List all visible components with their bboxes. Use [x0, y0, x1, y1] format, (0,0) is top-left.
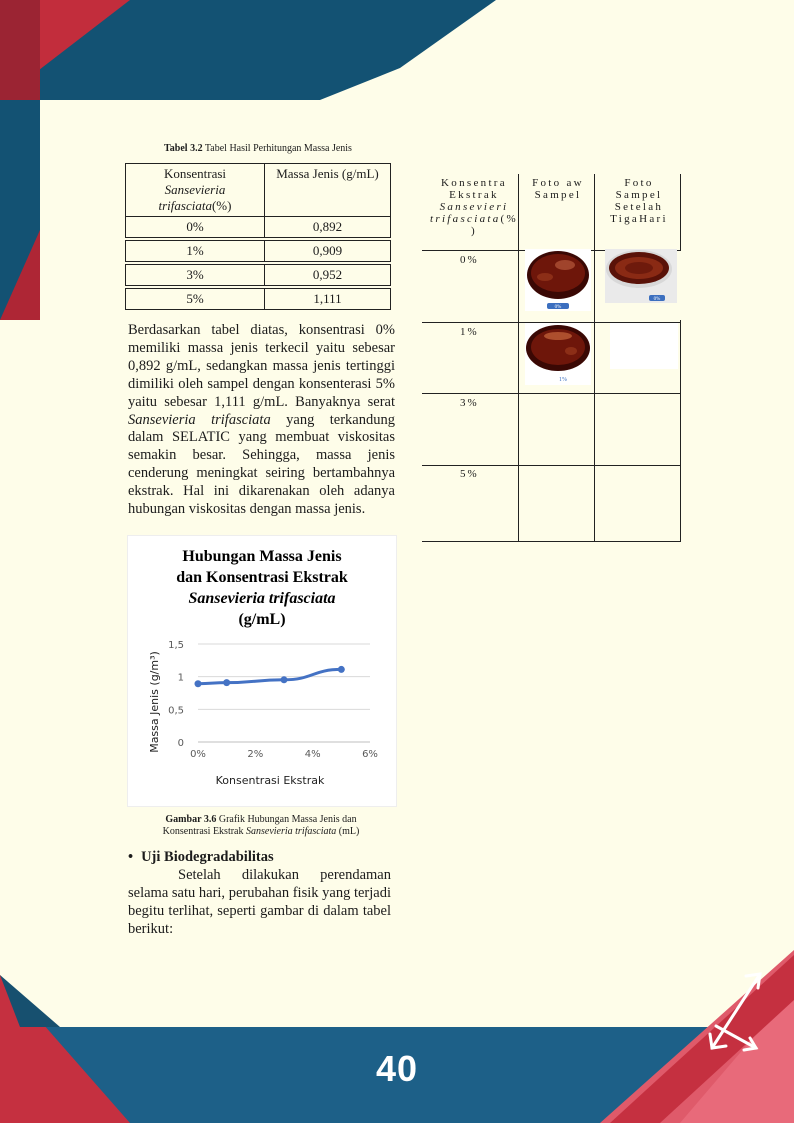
arrow-icon [706, 968, 766, 1054]
data-point [195, 680, 202, 687]
table-header-row [126, 164, 391, 217]
photo-table-header-after: Foto Sampel Setelah TigaHari [610, 177, 668, 225]
photo-row-label: 1% [460, 326, 479, 338]
table-caption [125, 143, 391, 155]
chart-title-line2: dan Konsentrasi Ekstrak [176, 569, 348, 586]
table-row: 5% 1,111 [126, 289, 391, 310]
table-row: 1% 0,909 [126, 241, 391, 262]
table-row: 3% 0,952 [126, 265, 391, 286]
photo-label: 1% [559, 377, 567, 383]
photo-table [422, 174, 681, 542]
mass-density-table [125, 163, 391, 310]
y-tick-label: 1,5 [168, 640, 184, 651]
body-paragraph: Berdasarkan tabel diatas, konsentrasi 0% memiliki massa jenis terkecil yaitu sebesar 0,892 g/mL, sedangkan massa jenis tertinggi dimiliki oleh sampel dengan konsenterasi 5% yaitu sebesar 1,111 g/mL. Banyaknya serat Sansevieria trifasciata yang terkandung dalam SELATIC yang membuat viskositas semakin besar. Sehingga, massa jenis cenderung meningkat seiring bertambahnya ekstrak. Hal ini dikarenakan oleh adanya hubungan viskositas dengan massa jenis. [128, 322, 395, 518]
sample-photo-1-after-blank [610, 323, 678, 369]
data-point [223, 679, 230, 686]
table-caption-label: Tabel 3.2 [164, 143, 203, 154]
header-mass-density: Massa Jenis (g/mL) [265, 164, 391, 217]
chart-title-line3: Sansevieria trifasciata [188, 590, 336, 607]
page-number: 40 [375, 1048, 419, 1089]
photo-label: 0% [653, 297, 661, 302]
bullet-icon: • [128, 849, 134, 865]
x-tick-label: 2% [247, 749, 264, 760]
chart-x-label: Konsentrasi Ekstrak [215, 774, 325, 787]
y-tick-label: 0,5 [168, 705, 184, 717]
sample-photo-0-after [605, 249, 677, 303]
chart-title-line1: Hubungan Massa Jenis [182, 548, 342, 565]
x-tick-label: 4% [304, 749, 321, 760]
chart-title-line4: (g/mL) [238, 611, 286, 628]
data-point [281, 676, 288, 683]
x-tick-label: 0% [190, 749, 206, 760]
photo-label: 0% [554, 305, 562, 310]
figure-caption: Gambar 3.6 Grafik Hubungan Massa Jenis dan Konsentrasi Ekstrak Sansevieria trifasciata (mL) [162, 814, 360, 837]
sample-photo-0-initial [525, 249, 591, 311]
photo-row-label: 3% [460, 397, 479, 409]
photo-row-label: 5% [460, 468, 479, 480]
photo-row-label: 0% [460, 254, 479, 266]
x-tick-label: 6% [362, 749, 378, 760]
y-tick-label: 0 [177, 738, 184, 749]
table-caption-text: Tabel Hasil Perhitungan Massa Jenis [202, 143, 352, 154]
header-concentration: Konsentrasi Sansevieria trifasciata(%) [126, 164, 265, 217]
section-heading: • Uji Biodegradabilitas [128, 849, 274, 865]
sample-photo-1-initial [525, 323, 591, 385]
table-row: 0% 0,892 [126, 217, 391, 238]
section-paragraph: Setelah dilakukan perendaman selama satu hari, perubahan fisik yang terjadi begitu terlihat, seperti gambar di dalam tabel berikut: [128, 867, 391, 937]
data-point [338, 666, 345, 673]
photo-table-header-concentration: Konsentra Ekstrak Sansevieri trifasciata(% ) [430, 177, 518, 237]
density-chart [127, 535, 397, 807]
y-tick-label: 1 [177, 672, 184, 684]
photo-table-header-initial: Foto aw Sampel [532, 177, 584, 201]
chart-y-label: Massa Jenis (g/m³) [148, 651, 161, 753]
